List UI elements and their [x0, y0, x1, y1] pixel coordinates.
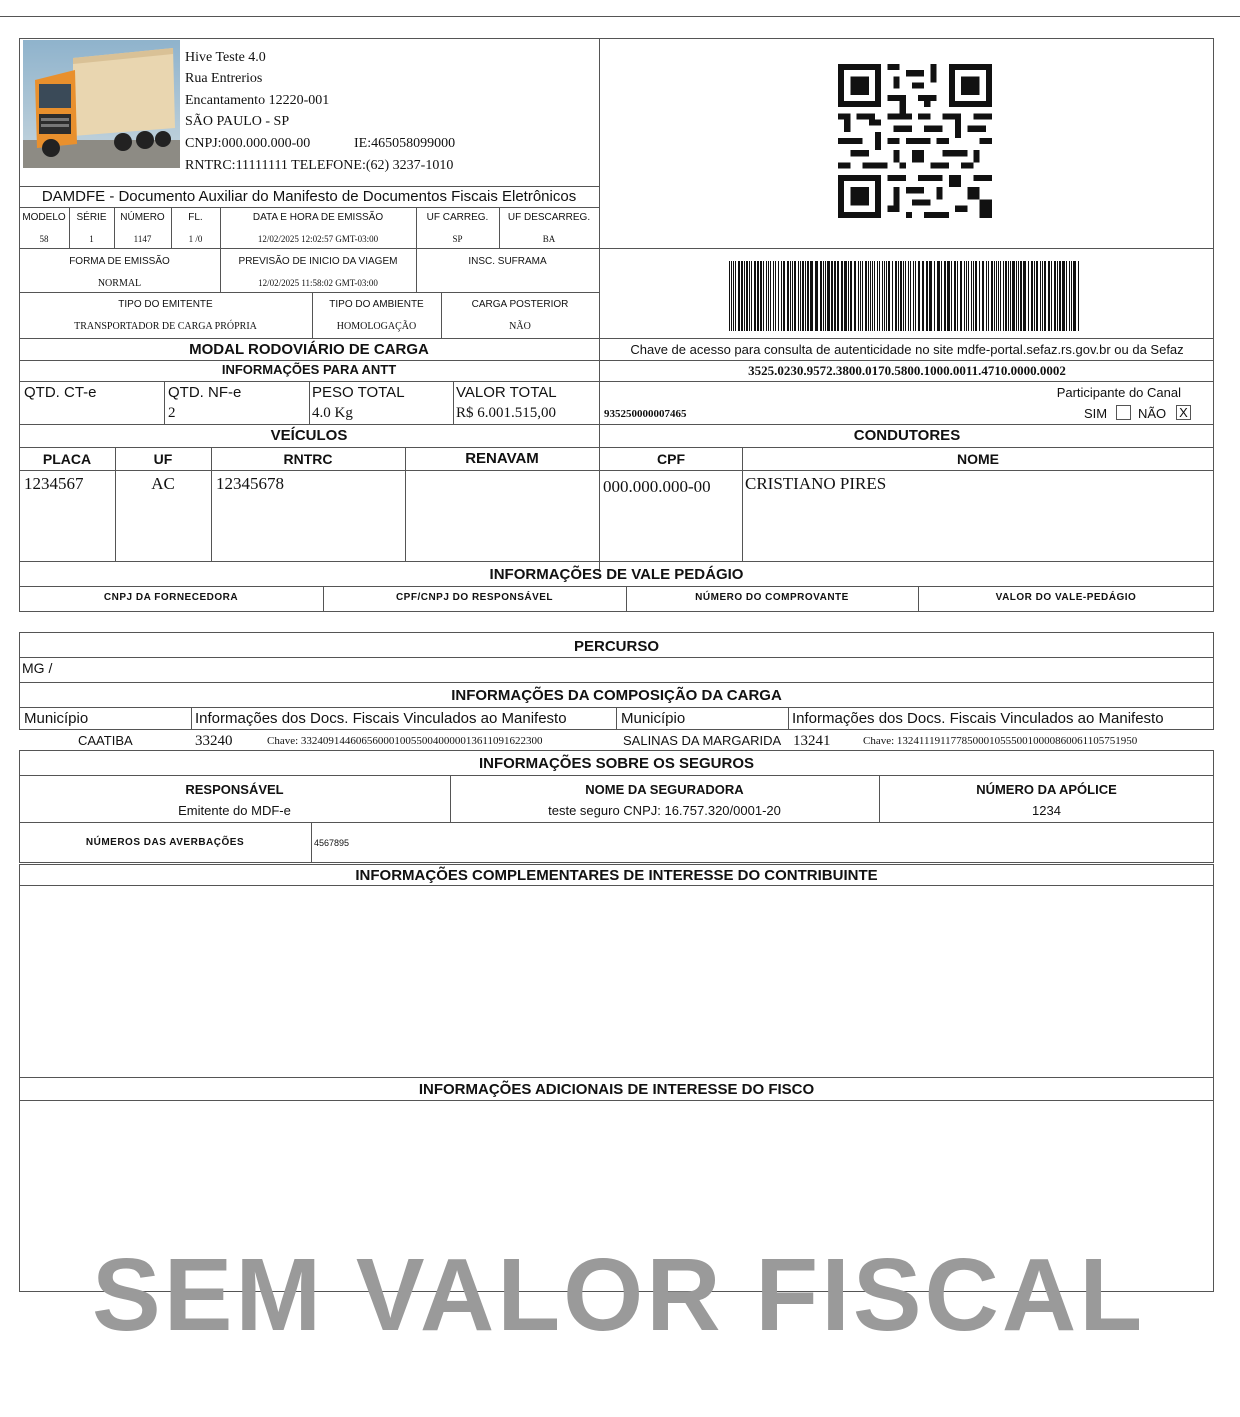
rntrc-value: 12345678 [216, 474, 284, 493]
composicao-right-municipio: SALINAS DA MARGARIDA [623, 733, 782, 748]
seguradora-label: NOME DA SEGURADORA [585, 782, 744, 797]
vp-col-valor: VALOR DO VALE-PEDÁGIO [995, 592, 1137, 603]
composicao-left-code: 33240 [195, 733, 233, 749]
vp-col-comprovante: NÚMERO DO COMPROVANTE [695, 592, 849, 603]
carga-posterior-label: CARGA POSTERIOR [471, 299, 569, 310]
fl-value: 1 /0 [188, 234, 203, 244]
vale-pedagio-title: INFORMAÇÕES DE VALE PEDÁGIO [489, 566, 744, 583]
uf-descarreg-label: UF DESCARREG. [507, 212, 591, 223]
valor-value: R$ 6.001.515,00 [456, 405, 557, 421]
truck-logo [23, 40, 180, 168]
emitente-rntrc-phone: RNTRC:11111111 TELEFONE:(62) 3237-1010 [185, 158, 454, 173]
seguros-title: INFORMAÇÕES SOBRE OS SEGUROS [478, 755, 755, 772]
barcode [729, 261, 1083, 331]
responsavel-value: Emitente do MDF-e [178, 803, 291, 818]
emissao-label: DATA E HORA DE EMISSÃO [252, 212, 384, 223]
fisco-title: INFORMAÇÕES ADICIONAIS DE INTERESSE DO FISCO [418, 1081, 815, 1098]
vp-col-responsavel: CPF/CNPJ DO RESPONSÁVEL [395, 592, 554, 603]
forma-emissao-label: FORMA DE EMISSÃO [69, 256, 170, 267]
col-rntrc: RNTRC [283, 451, 333, 467]
watermark-sem-valor-fiscal: SEM VALOR FISCAL [92, 1237, 1146, 1352]
composicao-docs-label-left: Informações dos Docs. Fiscais Vinculados ao Manifesto [195, 710, 567, 727]
serie-label: SÉRIE [76, 212, 107, 223]
forma-emissao-value: NORMAL [97, 278, 142, 289]
vp-col-cnpj: CNPJ DA FORNECEDORA [103, 592, 239, 603]
complementares-block [19, 864, 1214, 1292]
responsavel-label: RESPONSÁVEL [185, 782, 284, 797]
canal-sim-checkbox[interactable] [1116, 405, 1131, 420]
averbacoes-value: 4567895 [314, 838, 350, 848]
emitente-ie: IE:465058099000 [354, 136, 456, 151]
emitente-city: Encantamento 12220-001 [185, 93, 330, 108]
condutores-title: CONDUTORES [853, 427, 961, 444]
canal-label: Participante do Canal [1056, 385, 1181, 400]
composicao-title: INFORMAÇÕES DA COMPOSIÇÃO DA CARGA [451, 687, 782, 704]
emitente-state: SÃO PAULO - SP [185, 114, 290, 129]
averbacoes-label: NÚMEROS DAS AVERBAÇÕES [85, 837, 245, 848]
composicao-mun-label-right: Município [621, 710, 686, 727]
uf-value: AC [151, 474, 175, 493]
qr-code [838, 64, 992, 218]
document-title: DAMDFE - Documento Auxiliar do Manifesto de Documentos Fiscais Eletrônicos [41, 188, 577, 205]
percurso-value: MG / [22, 660, 53, 676]
apolice-value: 1234 [1032, 803, 1061, 818]
suframa-label: INSC. SUFRAMA [468, 256, 547, 267]
chave-text: Chave de acesso para consulta de autenticidade no site mdfe-portal.sefaz.rs.gov.br ou da Sefaz [630, 342, 1184, 357]
canal-nao-label: NÃO [1138, 406, 1167, 421]
col-cpf: CPF [657, 451, 685, 467]
emitente-street: Rua Entrerios [185, 71, 263, 86]
emitente-name: Hive Teste 4.0 [185, 50, 266, 65]
col-uf: UF [153, 451, 173, 467]
nome-value: CRISTIANO PIRES [745, 474, 887, 493]
tipo-ambiente-label: TIPO DO AMBIENTE [329, 299, 424, 310]
composicao-right-chave: Chave: 13241119117785000105550010000860061105751950 [863, 735, 1138, 747]
peso-label: PESO TOTAL [312, 384, 405, 401]
composicao-left-municipio: CAATIBA [78, 733, 133, 748]
tipo-emitente-label: TIPO DO EMITENTE [118, 299, 213, 310]
previsao-value: 12/02/2025 11:58:02 GMT-03:00 [258, 278, 378, 288]
valor-label: VALOR TOTAL [456, 384, 557, 401]
modal-title: MODAL RODOVIÁRIO DE CARGA [189, 341, 429, 358]
uf-carreg-label: UF CARREG. [426, 212, 489, 223]
composicao-left-chave: Chave: 33240914460656000100550040000013611091622300 [267, 735, 543, 747]
protocolo-number: 935250000007465 [604, 408, 687, 420]
canal-nao-checkbox[interactable]: X [1176, 405, 1191, 420]
antt-title: INFORMAÇÕES PARA ANTT [221, 362, 397, 377]
serie-value: 1 [89, 234, 94, 244]
chave-key: 3525.0230.9572.3800.0170.5800.1000.0011.4710.0000.0002 [748, 363, 1066, 378]
qtd-cte-label: QTD. CT-e [24, 384, 97, 401]
fl-label: FL. [188, 212, 203, 223]
composicao-mun-label-left: Município [24, 710, 89, 727]
veiculos-title: VEÍCULOS [270, 427, 348, 444]
placa-value: 1234567 [24, 474, 84, 493]
emitente-cnpj: CNPJ:000.000.000-00 [185, 136, 311, 151]
numero-label: NÚMERO [120, 212, 165, 223]
emissao-value: 12/02/2025 12:02:57 GMT-03:00 [257, 234, 379, 244]
numero-value: 1147 [133, 234, 152, 244]
modelo-label: MODELO [22, 212, 66, 223]
col-nome: NOME [957, 451, 999, 467]
uf-carreg-value: SP [452, 234, 463, 244]
composicao-docs-label-right: Informações dos Docs. Fiscais Vinculados ao Manifesto [792, 710, 1164, 727]
uf-descarreg-value: BA [542, 234, 556, 244]
carga-posterior-value: NÃO [509, 321, 531, 332]
seguradora-value: teste seguro CNPJ: 16.757.320/0001-20 [548, 803, 781, 818]
qtd-nfe-label: QTD. NF-e [168, 384, 242, 401]
qtd-nfe-value: 2 [168, 405, 176, 421]
composicao-right-code: 13241 [793, 733, 831, 749]
canal-sim-label: SIM [1084, 406, 1108, 421]
top-divider [0, 16, 1240, 17]
complementares-title: INFORMAÇÕES COMPLEMENTARES DE INTERESSE DO CONTRIBUINTE [355, 867, 878, 884]
percurso-title: PERCURSO [573, 638, 659, 655]
tipo-ambiente-value: HOMOLOGAÇÃO [336, 321, 417, 332]
previsao-label: PREVISÃO DE INICIO DA VIAGEM [238, 256, 398, 267]
col-placa: PLACA [42, 451, 92, 467]
cpf-value: 000.000.000-00 [603, 477, 711, 496]
modelo-value: 58 [39, 234, 49, 244]
tipo-emitente-value: TRANSPORTADOR DE CARGA PRÓPRIA [74, 321, 257, 332]
apolice-label: NÚMERO DA APÓLICE [976, 782, 1117, 797]
peso-value: 4.0 Kg [312, 405, 353, 421]
col-renavam: RENAVAM [465, 450, 539, 467]
